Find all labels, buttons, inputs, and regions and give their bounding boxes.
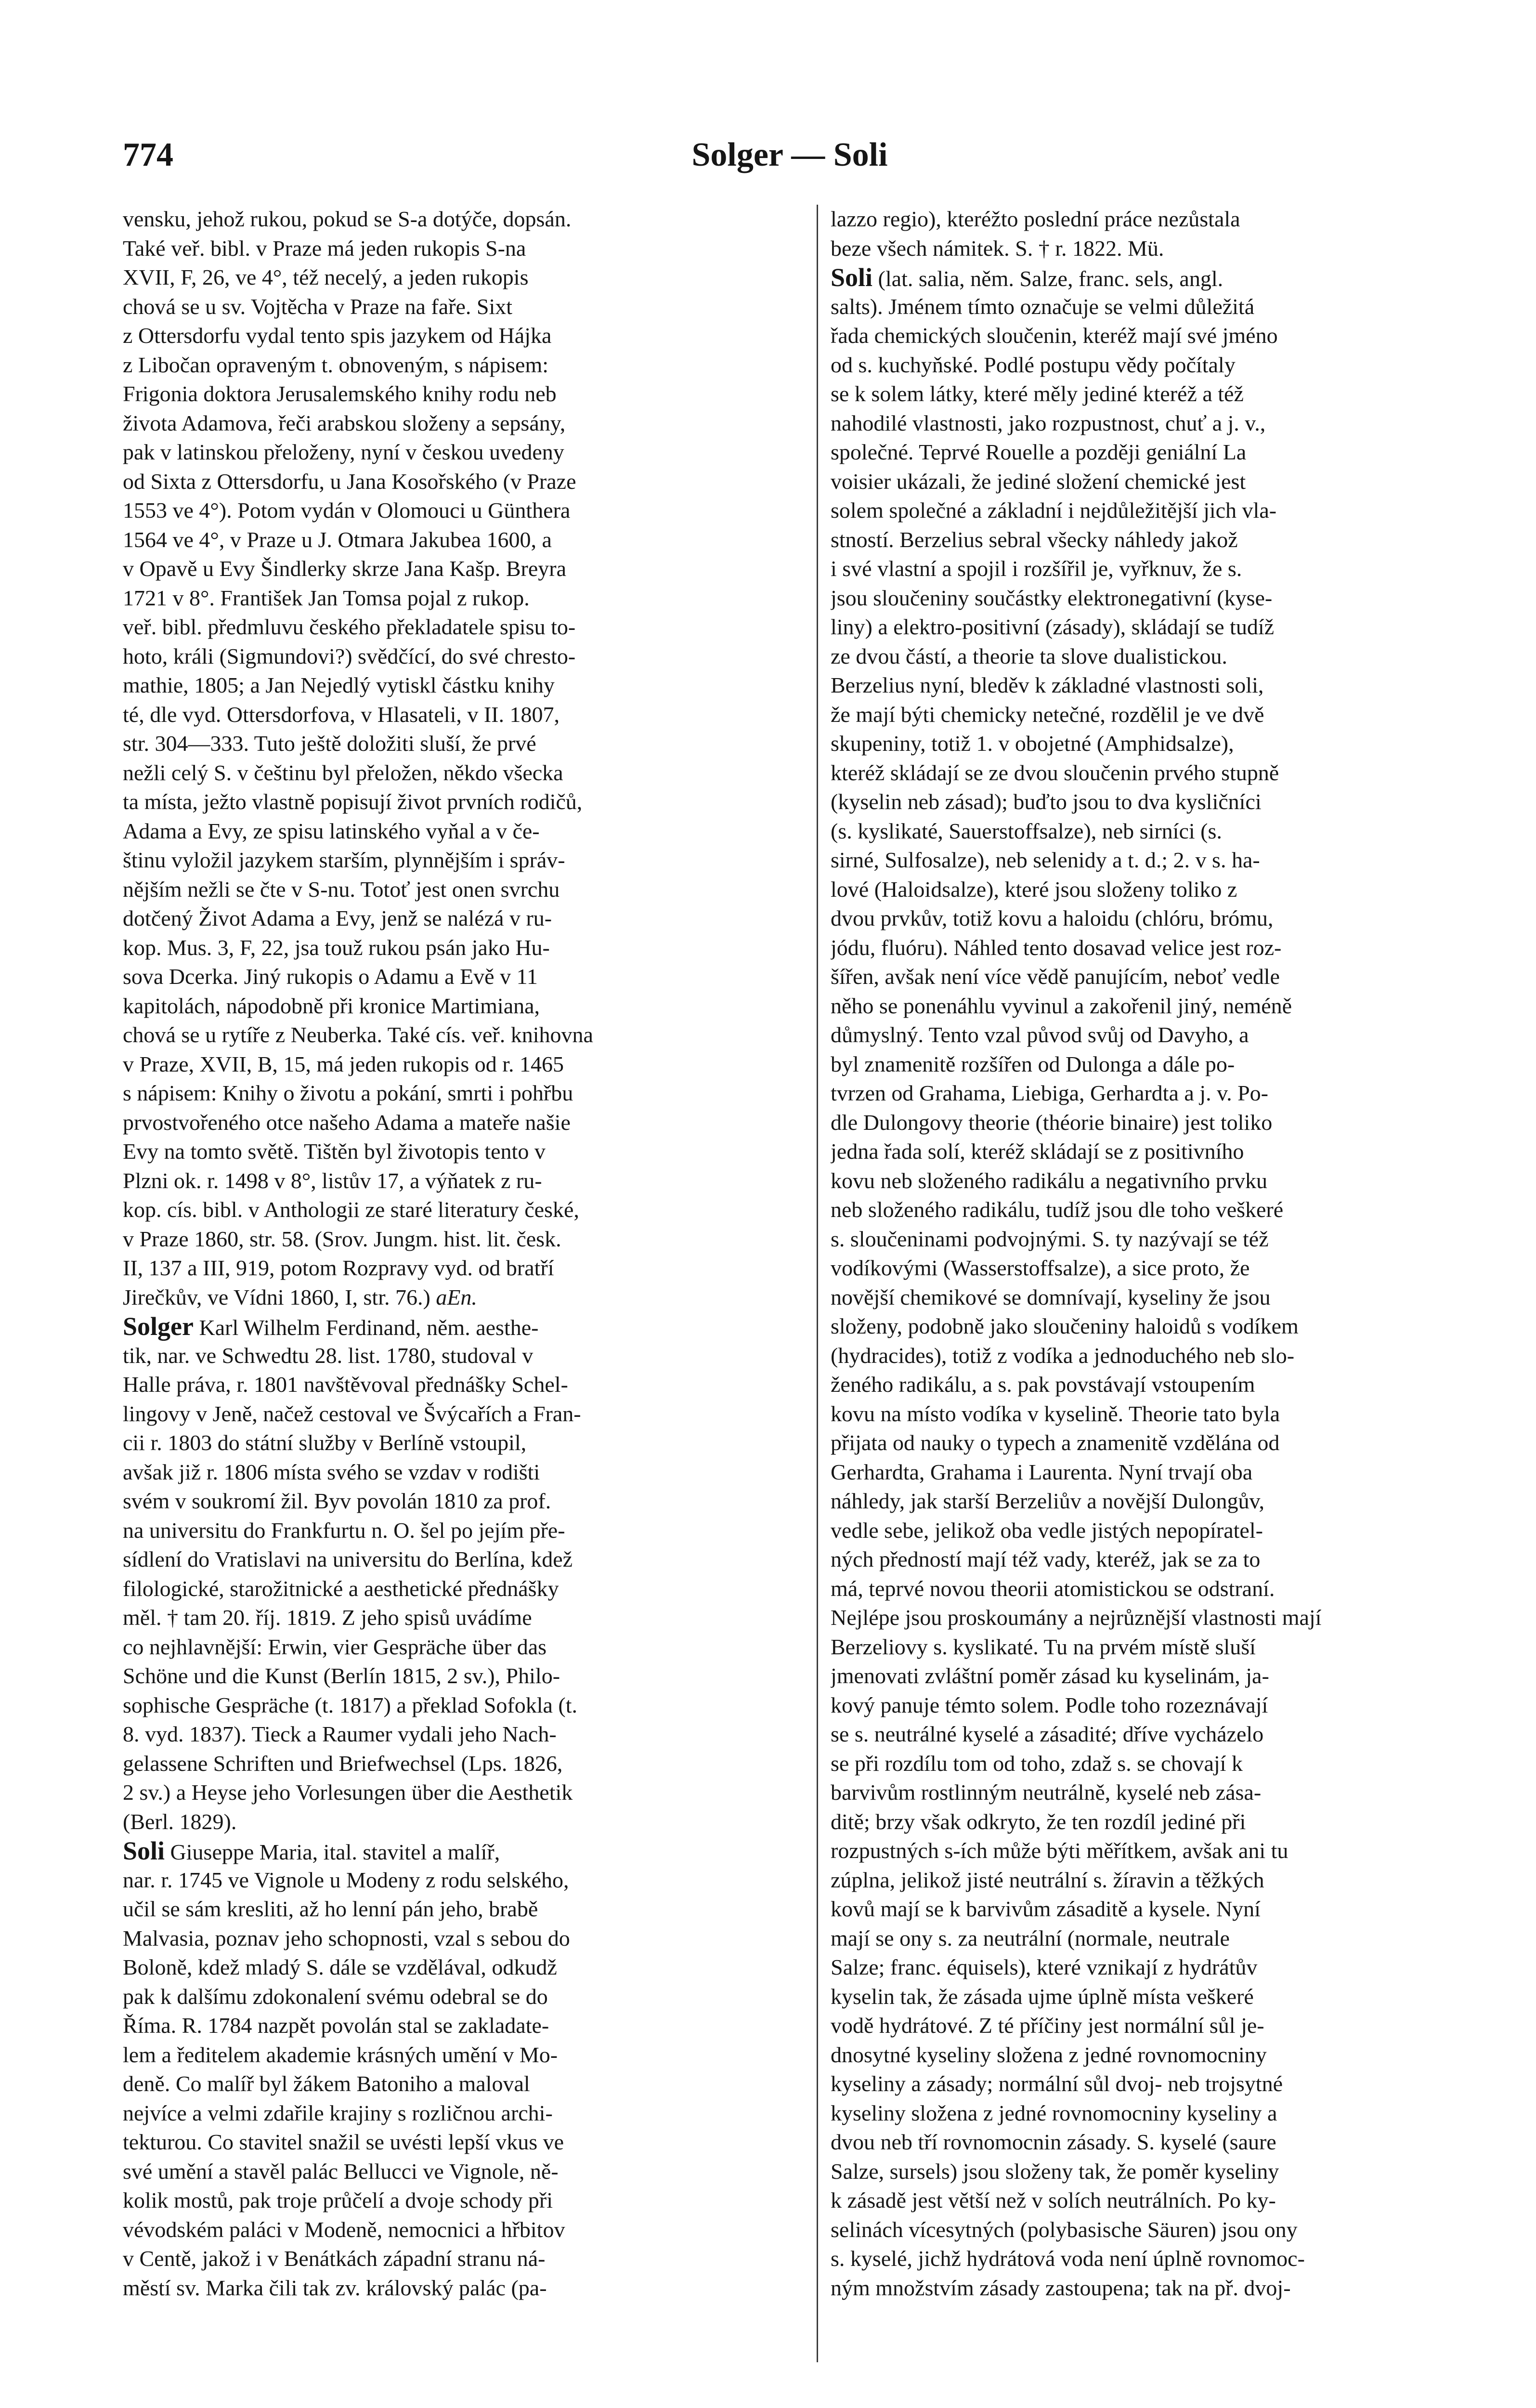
text-line: barvivům rostlinným neutrálně, kyselé neb zása- [831, 1780, 1262, 1805]
text-line: v Opavě u Evy Šindlerky skrze Jana Kašp. Breyra [123, 556, 567, 581]
text-line: vodíkovými (Wasserstoffsalze), a sice proto, že [831, 1256, 1250, 1280]
text-line: selinách vícesytných (polybasische Säuren) jsou ony [831, 2217, 1298, 2242]
text-line: ta místa, ježto vlastně popisují život prvních rodičů, [123, 789, 583, 814]
text-line: důmyslný. Tento vzal původ svůj od Davyho, a [831, 1022, 1249, 1047]
entry-start-line: Solger Karl Wilhelm Ferdinand, něm. aesthe- [123, 1312, 539, 1341]
text-line: svém v soukromí žil. Byv povolán 1810 za prof. [123, 1489, 551, 1513]
text-line: tekturou. Co stavitel snažil se uvésti lepší vkus ve [123, 2130, 564, 2154]
text-line: vedle sebe, jelikož oba vedle jistých nepopíratel- [831, 1518, 1263, 1543]
text-line: pak k dalšímu zdokonalení svému odebral se do [123, 1984, 548, 2009]
text-line: solem společné a základní i nejdůležitější jich vla- [831, 498, 1277, 523]
text-line: nejvíce a velmi zdařile krajiny s rozličnou archi- [123, 2100, 553, 2125]
text-line: Gerhardta, Grahama i Laurenta. Nyní trvají oba [831, 1459, 1253, 1484]
text-line: se s. neutrálné kyselé a zásadité; dříve vycházelo [831, 1722, 1264, 1746]
text-line: ditě; brzy však odkryto, že ten rozdíl jediné při [831, 1809, 1246, 1834]
text-line: lazzo regio), kteréžto poslední práce nezůstala [831, 207, 1240, 231]
text-line: Nejlépe jsou proskoumány a nejrůznější vlastnosti mají [831, 1605, 1322, 1630]
text-line: byl znamenitě rozšířen od Dulonga a dále po- [831, 1051, 1235, 1076]
text-line: své umění a stavěl palác Bellucci ve Vignole, ně- [123, 2159, 559, 2184]
text-line: II, 137 a III, 919, potom Rozpravy vyd. od bratří [123, 1256, 554, 1280]
text-line: kovů mají se k barvivům zásaditě a kysele. Nyní [831, 1897, 1261, 1921]
text-line: gelassene Schriften und Briefwechsel (Lps. 1826, [123, 1751, 563, 1776]
text-line: ným množstvím zásady zastoupena; tak na př. dvoj- [831, 2275, 1291, 2300]
text-line: kteréž skládají se ze dvou sloučenin prvého stupně [831, 760, 1279, 785]
text-line: v Praze 1860, str. 58. (Srov. Jungm. hist. lit. česk. [123, 1226, 561, 1251]
text-line: v Centě, jakož i v Benátkách západní stranu ná- [123, 2246, 546, 2271]
text-line: lem a ředitelem akademie krásných umění v Mo- [123, 2042, 558, 2067]
text-line: měl. † tam 20. říj. 1819. Z jeho spisů uvádíme [123, 1605, 532, 1630]
text-line: štinu vyložil jazykem starším, plynnějším i správ- [123, 848, 565, 872]
text-line: jsou sloučeniny součástky elektronegativní (kyse- [831, 585, 1273, 610]
text-line: náhledy, jak starší Berzeliův a novější Dulongův, [831, 1489, 1265, 1513]
text-line: dle Dulongovy theorie (théorie binaire) jest toliko [831, 1110, 1273, 1135]
text-line: vensku, jehož rukou, pokud se S-a dotýče, dopsán. [123, 207, 572, 231]
text-line: stností. Berzelius sebral všecky náhledy jakož [831, 527, 1238, 552]
text-line: Plzni ok. r. 1498 v 8°, listův 17, a výňatek z ru- [123, 1168, 542, 1193]
text-line: Boloně, kdež mladý S. dále se vzdělával, odkudž [123, 1955, 557, 1979]
text-line: (hydracides), totiž z vodíka a jednoduchého neb slo- [831, 1343, 1295, 1368]
text-line: hoto, králi (Sigmundovi?) svědčící, do své chresto- [123, 643, 576, 668]
text-line: s. kyselé, jichž hydrátová voda není úplně rovnomoc- [831, 2246, 1305, 2271]
text-line: chová se u sv. Vojtěcha v Praze na faře. Sixt [123, 294, 513, 319]
text-line: nahodilé vlastnosti, jako rozpustnost, chuť a j. v., [831, 410, 1266, 435]
text-line: něho se ponenáhlu vyvinul a zakořenil jiný, neméně [831, 993, 1292, 1018]
text-line: kovu na místo vodíka v kyselině. Theorie tato byla [831, 1401, 1280, 1426]
entry-headword: Solger [123, 1312, 194, 1341]
text-line: 8. vyd. 1837). Tieck a Raumer vydali jeho Nach- [123, 1722, 557, 1746]
text-line: se při rozdílu tom od toho, zdaž s. se chovají k [831, 1751, 1243, 1776]
text-line: zúplna, jelikož jisté neutrální s. žíravin a těžkých [831, 1867, 1264, 1892]
text-line: dvou prvkův, totiž kovu a haloidu (chlóru, brómu, [831, 906, 1274, 930]
text-line: kapitolách, nápodobně při kronice Martimiana, [123, 993, 540, 1018]
text-line: sirné, Sulfosalze), neb selenidy a t. d.; 2. v s. ha- [831, 848, 1260, 872]
text-line: str. 304—333. Tuto ještě doložiti sluší, že prvé [123, 731, 536, 756]
entry-start-line: Soli Giuseppe Maria, ital. stavitel a malíř, [123, 1836, 500, 1865]
text-line: že mají býti chemicky netečné, rozdělil je ve dvě [831, 702, 1264, 727]
text-line: 1564 ve 4°, v Praze u J. Otmara Jakubea 1600, a [123, 527, 552, 552]
text-line: lové (Haloidsalze), které jsou složeny toliko z [831, 877, 1237, 902]
text-line: cii r. 1803 do státní služby v Berlíně vstoupil, [123, 1430, 527, 1455]
text-line: přijata od nauky o typech a znamenitě vzdělána od [831, 1430, 1280, 1455]
text-line: Salze, sursels) jsou složeny tak, že poměr kyseliny [831, 2159, 1279, 2184]
text-line: vévodském paláci v Modeně, nemocnici a hřbitov [123, 2217, 565, 2242]
text-line: té, dle vyd. Ottersdorfova, v Hlasateli, v II. 1807, [123, 702, 560, 727]
author-signature: aEn. [436, 1284, 477, 1309]
text-line: mají se ony s. za neutrální (normale, neutrale [831, 1925, 1230, 1950]
text-line: co nejhlavnější: Erwin, vier Gespräche über das [123, 1634, 547, 1659]
text-line: od s. kuchyňské. Podlé postupu vědy počítaly [831, 352, 1236, 377]
text-line: na universitu do Frankfurtu n. O. šel po jejím pře- [123, 1518, 565, 1543]
text-line: voisier ukázali, že jediné složení chemické jest [831, 469, 1246, 494]
text-line: šířen, avšak není více vědě panujícím, neboť vedle [831, 964, 1280, 989]
text-line: sídlení do Vratislavi na universitu do Berlína, kdež [123, 1547, 573, 1571]
text-line: lingovy v Jeně, načež cestoval ve Švýcařích a Fran- [123, 1401, 581, 1426]
text-line: učil se sám kresliti, až ho lenní pán jeho, brabě [123, 1897, 538, 1921]
text-line: filologické, starožitnické a aesthetické přednášky [123, 1576, 559, 1601]
entry-headword: Soli [831, 263, 873, 292]
text-line: se k solem látky, které měly jediné kteréž a též [831, 381, 1244, 406]
text-line: kyseliny složena z jedné rovnomocniny kyseliny a [831, 2100, 1277, 2125]
page-header [123, 136, 1457, 189]
text-line: z Libočan opraveným t. obnoveným, s nápisem: [123, 352, 549, 377]
text-line: novější chemikové se domnívají, kyseliny že jsou [831, 1284, 1271, 1309]
entry-start-line: Soli (lat. salia, něm. Salze, franc. sels, angl. [831, 263, 1224, 292]
text-line: ze dvou částí, a theorie ta slove dualistickou. [831, 643, 1227, 668]
text-line: Schöne und die Kunst (Berlín 1815, 2 sv.), Philo- [123, 1663, 560, 1688]
text-line: kovu neb složeného radikálu a negativního prvku [831, 1168, 1267, 1193]
text-line: dnosytné kyseliny složena z jedné rovnomocniny [831, 2042, 1267, 2067]
text-line: Jirečkův, ve Vídni 1860, I, str. 76.) aEn. [123, 1284, 477, 1309]
text-line: k zásadě jest větší než v solích neutrálních. Po ky- [831, 2188, 1276, 2212]
page-number: 774 [123, 136, 173, 173]
text-line: kyselin tak, že zásada ujme úplně místa veškeré [831, 1984, 1254, 2009]
text-line: kolik mostů, pak troje průčelí a dvoje schody při [123, 2188, 553, 2212]
running-head: Solger — Soli [691, 136, 888, 173]
text-line: rozpustných s-ích může býti měřítkem, avšak ani tu [831, 1838, 1289, 1863]
text-line: vodě hydrátové. Z té příčiny jest normální sůl je- [831, 2013, 1264, 2038]
text-line: Berzelius nyní, bleděv k základné vlastnosti soli, [831, 673, 1264, 697]
text-line: sophische Gespräche (t. 1817) a překlad Sofokla (t. [123, 1692, 577, 1717]
text-line: deně. Co malíř byl žákem Batoniho a maloval [123, 2071, 530, 2096]
text-line: kop. Mus. 3, F, 22, jsa touž rukou psán jako Hu- [123, 935, 550, 960]
left-column [123, 205, 816, 2303]
text-line: s. sloučeninami podvojnými. S. ty nazývají se též [831, 1226, 1269, 1251]
text-line: Frigonia doktora Jerusalemského knihy rodu neb [123, 381, 557, 406]
text-line: neb složeného radikálu, tudíž jsou dle toho veškeré [831, 1197, 1284, 1222]
text-line: Halle práva, r. 1801 navštěvoval přednášky Schel- [123, 1372, 568, 1397]
text-line: jmenovati zvláštní poměr zásad ku kyselinám, ja- [831, 1663, 1269, 1688]
text-line: (kyselin neb zásad); buďto jsou to dva kysličníci [831, 789, 1262, 814]
text-line: života Adamova, řeči arabskou složeny a sepsány, [123, 410, 566, 435]
text-line: z Ottersdorfu vydal tento spis jazykem od Hájka [123, 323, 552, 348]
text-line: městí sv. Marka čili tak zv. královský palác (pa- [123, 2275, 547, 2300]
column-divider [817, 205, 818, 2362]
text-line: skupeniny, totiž 1. v obojetné (Amphidsalze), [831, 731, 1234, 756]
text-line: kyseliny a zásady; normální sůl dvoj- neb trojsytné [831, 2071, 1283, 2096]
text-line: sova Dcerka. Jiný rukopis o Adamu a Evě v 11 [123, 964, 538, 989]
text-line: i své vlastní a spojil i rozšířil je, vyřknuv, že s. [831, 556, 1242, 581]
text-line: Salze; franc. équisels), které vznikají z hydrátův [831, 1955, 1258, 1979]
text-line: veř. bibl. předmluvu českého překladatele spisu to- [123, 615, 576, 639]
text-line: kový panuje témto solem. Podle toho rozeznávají [831, 1692, 1268, 1717]
text-line: salts). Jménem tímto označuje se velmi důležitá [831, 294, 1255, 319]
text-line: mathie, 1805; a Jan Nejedlý vytiskl částku knihy [123, 673, 555, 697]
text-line: (s. kyslikaté, Sauerstoffsalze), neb sirníci (s. [831, 818, 1222, 843]
text-line: kop. cís. bibl. v Anthologii ze staré literatury české, [123, 1197, 579, 1222]
text-line: nějším nežli se čte v S-nu. Totoť jest onen svrchu [123, 877, 560, 902]
text-line: má, teprvé novou theorii atomistickou se odstraní. [831, 1576, 1275, 1601]
text-line: od Sixta z Ottersdorfu, u Jana Kosořského (v Praze [123, 469, 576, 494]
text-line: liny) a elektro-positivní (zásady), skládají se tudíž [831, 615, 1275, 639]
text-line: Také veř. bibl. v Praze má jeden rukopis S-na [123, 236, 526, 261]
text-line: dvou neb tří rovnomocnin zásady. S. kyselé (saure [831, 2130, 1276, 2154]
text-line: jedna řada solí, kteréž skládají se z positivního [831, 1139, 1244, 1164]
text-line: tik, nar. ve Schwedtu 28. list. 1780, studoval v [123, 1343, 534, 1368]
text-line: chová se u rytíře z Neuberka. Také cís. veř. knihovna [123, 1022, 593, 1047]
text-line: Říma. R. 1784 nazpět povolán stal se zakladate- [123, 2013, 549, 2038]
right-column [831, 205, 1476, 2303]
text-line: avšak již r. 1806 místa svého se vzdav v rodišti [123, 1459, 540, 1484]
text-line: Berzeliovy s. kyslikaté. Tu na prvém místě sluší [831, 1634, 1256, 1659]
text-line: beze všech námitek. S. † r. 1822. Mü. [831, 236, 1164, 261]
text-line: (Berl. 1829). [123, 1809, 237, 1834]
entry-headword: Soli [123, 1836, 165, 1865]
text-line: v Praze, XVII, B, 15, má jeden rukopis od r. 1465 [123, 1051, 564, 1076]
text-line: s nápisem: Knihy o životu a pokání, smrti i pohřbu [123, 1081, 573, 1105]
text-line: nežli celý S. v češtinu byl přeložen, někdo všecka [123, 760, 563, 785]
text-line: nar. r. 1745 ve Vignole u Modeny z rodu selského, [123, 1867, 569, 1892]
text-line: 1553 ve 4°). Potom vydán v Olomouci u Günthera [123, 498, 571, 523]
text-line: dotčený Život Adama a Evy, jenž se nalézá v ru- [123, 906, 552, 930]
text-line: jódu, fluóru). Náhled tento dosavad velice jest roz- [831, 935, 1282, 960]
text-line: Evy na tomto světě. Tištěn byl životopis tento v [123, 1139, 546, 1164]
text-line: Adama a Evy, ze spisu latinského vyňal a v če- [123, 818, 540, 843]
text-line: 2 sv.) a Heyse jeho Vorlesungen über die Aesthetik [123, 1780, 573, 1805]
text-line: XVII, F, 26, ve 4°, též necelý, a jeden rukopis [123, 265, 529, 289]
text-line: ných předností mají též vady, kteréž, jak se za to [831, 1547, 1261, 1571]
text-line: Malvasia, poznav jeho schopnosti, vzal s sebou do [123, 1925, 570, 1950]
text-line: složeny, podobně jako sloučeniny haloidů s vodíkem [831, 1314, 1299, 1338]
text-line: tvrzen od Grahama, Liebiga, Gerhardta a j. v. Po- [831, 1081, 1268, 1105]
text-line: pak v latinskou přeloženy, nyní v českou uvedeny [123, 440, 564, 464]
text-line: ženého radikálu, a s. pak povstávají vstoupením [831, 1372, 1255, 1397]
text-line: řada chemických sloučenin, kteréž mají své jméno [831, 323, 1278, 348]
text-line: 1721 v 8°. František Jan Tomsa pojal z rukop. [123, 585, 530, 610]
text-line: prvostvořeného otce našeho Adama a mateře našie [123, 1110, 571, 1135]
text-line: společné. Teprvé Rouelle a později geniální La [831, 440, 1247, 464]
